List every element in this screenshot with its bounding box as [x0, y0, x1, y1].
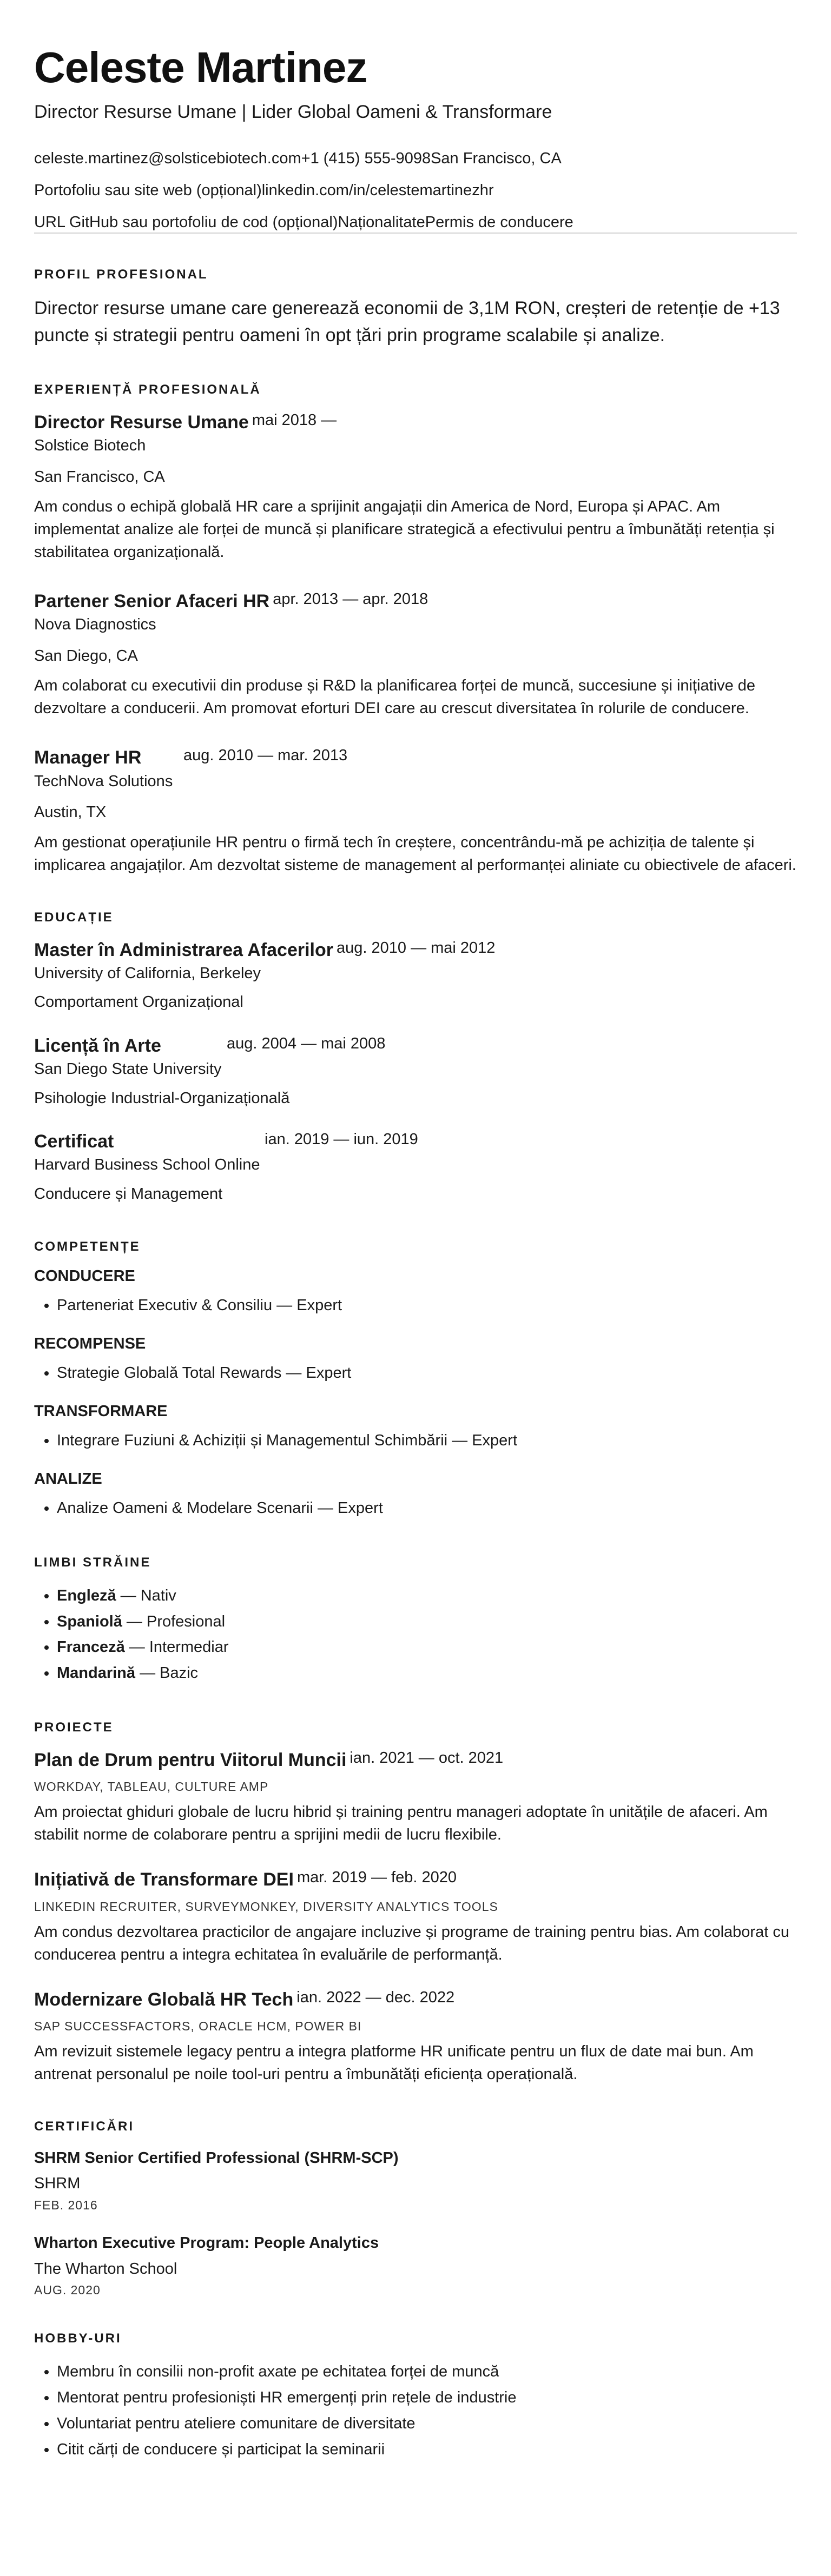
language-name: Franceză — [57, 1638, 125, 1656]
candidate-name: Celeste Martinez — [34, 43, 367, 91]
hobby-item: • Voluntariat pentru ateliere comunitare de diversitate — [57, 2411, 797, 2437]
project-description: Am condus dezvoltarea practicilor de angajare incluzive și programe de training pentru bias. Am colaborat cu conducerea pentru a integra echitatea în evaluările de performanță. — [34, 1923, 789, 1963]
project-dates: ian. 2022 — dec. 2022 — [296, 1988, 455, 2006]
contact-license: Permis de conducere — [425, 213, 573, 231]
summary-text: Director resurse umane care generează economii de 3,1M RON, creșteri de retenție de +13 puncte și strategii pentru oameni în opt țări prin programe scalabile și analize. — [34, 298, 780, 346]
education-dates: ian. 2019 — iun. 2019 — [265, 1131, 418, 1148]
projects-section — [34, 1720, 797, 2086]
education-degree: Master în Administrarea Afacerilor — [34, 939, 333, 960]
skill-category: RECOMPENSE — [34, 1335, 146, 1353]
project-entry — [34, 1868, 797, 1966]
hobby-item: • Mentorat pentru profesioniști HR emergenți prin rețele de industrie — [57, 2385, 797, 2411]
language-item — [57, 1635, 797, 1661]
skills-section — [34, 1239, 797, 1521]
contact-row-primary — [34, 149, 797, 169]
education-school: University of California, Berkeley — [34, 964, 261, 982]
experience-role: Manager HR — [34, 747, 142, 768]
skill-category: CONDUCERE — [34, 1267, 135, 1285]
language-item — [57, 1583, 797, 1609]
language-level: — Profesional — [122, 1612, 226, 1630]
experience-dates: aug. 2010 — mar. 2013 — [183, 747, 348, 765]
experience-dates: apr. 2013 — apr. 2018 — [273, 590, 428, 608]
experience-role: Partener Senior Afaceri HR — [34, 591, 270, 612]
contact-website[interactable]: Portofoliu sau site web (opțional) — [34, 181, 262, 199]
language-level: — Intermediar — [124, 1638, 229, 1656]
skill-list — [34, 1428, 797, 1454]
certification-issuer: SHRM — [34, 2175, 81, 2193]
experience-dates: mai 2018 — — [252, 411, 337, 429]
resume-header — [34, 0, 797, 234]
contact-row-links — [34, 181, 797, 201]
hobby-item: • Citit cărți de conducere și participat la seminarii — [57, 2437, 797, 2463]
certification-entry — [34, 2232, 797, 2298]
skill-item: • Analize Oameni & Modelare Scenarii — Expert — [57, 1496, 797, 1522]
certification-name: SHRM Senior Certified Professional (SHRM-SCP) — [34, 2149, 399, 2167]
education-degree: Licență în Arte — [34, 1035, 161, 1056]
education-dates: aug. 2010 — mai 2012 — [337, 939, 496, 957]
experience-company: TechNova Solutions — [34, 772, 173, 790]
project-tech: LINKEDIN RECRUITER, SURVEYMONKEY, DIVERSITY ANALYTICS TOOLS — [34, 1899, 498, 1914]
project-name: Inițiativă de Transformare DEI — [34, 1869, 294, 1890]
contact-phone[interactable]: +1 (415) 555-9098 — [301, 150, 431, 168]
experience-entry — [34, 746, 797, 876]
section-title-projects: PROIECTE — [34, 1720, 114, 1735]
experience-company: Nova Diagnostics — [34, 616, 156, 634]
education-field: Comportament Organizațional — [34, 993, 243, 1011]
skill-item: • Parteneriat Executiv & Consiliu — Expert — [57, 1293, 797, 1319]
experience-entry — [34, 410, 797, 563]
section-title-languages: LIMBI STRĂINE — [34, 1555, 151, 1570]
education-entry — [34, 1130, 797, 1206]
skill-category: ANALIZE — [34, 1470, 102, 1488]
contact-email[interactable]: celeste.martinez@solsticebiotech.com — [34, 150, 301, 168]
education-entry — [34, 1034, 797, 1110]
language-list — [34, 1583, 797, 1687]
language-level: — Bazic — [135, 1664, 199, 1682]
experience-entry — [34, 589, 797, 720]
section-title-certifications: CERTIFICĂRI — [34, 2119, 134, 2134]
project-dates: mar. 2019 — feb. 2020 — [296, 1869, 457, 1887]
section-title-hobbies: HOBBY-URI — [34, 2331, 122, 2346]
project-dates: ian. 2021 — oct. 2021 — [349, 1749, 504, 1767]
contact-row-extra — [34, 213, 797, 233]
candidate-title: Director Resurse Umane | Lider Global Oameni & Transformare — [34, 102, 552, 122]
experience-role: Director Resurse Umane — [34, 411, 249, 433]
education-degree: Certificat — [34, 1131, 114, 1152]
education-school: Harvard Business School Online — [34, 1156, 260, 1174]
skill-item: • Strategie Globală Total Rewards — Expert — [57, 1360, 797, 1386]
experience-description: Am colaborat cu executivii din produse și R&D la planificarea forței de muncă, succesiune și inițiative de dezvoltare a conducerii. Am promovat eforturi DEI care au crescut diversitatea în rolurile de conducere. — [34, 677, 756, 718]
project-entry — [34, 1988, 797, 2086]
certification-name: Wharton Executive Program: People Analytics — [34, 2234, 379, 2252]
contact-nationality: Naționalitate — [338, 213, 425, 231]
language-name: Spaniolă — [57, 1612, 122, 1630]
project-description: Am proiectat ghiduri globale de lucru hibrid și training pentru manageri adoptate în unitățile de afaceri. Am stabilit norme de colaborare pentru a sprijini medii de lucru flexibile. — [34, 1803, 768, 1844]
education-dates: aug. 2004 — mai 2008 — [227, 1034, 386, 1052]
certification-date: AUG. 2020 — [34, 2283, 101, 2298]
language-item — [57, 1661, 797, 1687]
education-field: Psihologie Industrial-Organizațională — [34, 1089, 290, 1107]
education-entry — [34, 938, 797, 1014]
certification-issuer: The Wharton School — [34, 2260, 177, 2278]
education-section — [34, 910, 797, 1206]
section-title-experience: EXPERIENȚĂ PROFESIONALĂ — [34, 382, 261, 397]
experience-section — [34, 382, 797, 877]
skill-list — [34, 1496, 797, 1522]
contact-location: San Francisco, CA — [431, 150, 562, 168]
project-tech: WORKDAY, TABLEAU, CULTURE AMP — [34, 1780, 269, 1794]
experience-description: Am condus o echipă globală HR care a sprijinit angajații din America de Nord, Europa și APAC. Am implementat analize ale forței de muncă și planificare strategică a efectivului pentru a îmbunătăți retenția și stabilitatea organizațională. — [34, 498, 775, 561]
section-title-summary: PROFIL PROFESIONAL — [34, 267, 208, 282]
experience-location: Austin, TX — [34, 804, 107, 821]
experience-description: Am gestionat operațiunile HR pentru o firmă tech în creștere, concentrându-mă pe achiziția de talente și implicarea angajaților. Am dezvoltat sisteme de management al performanței aliniate cu obiectivele de afaceri. — [34, 833, 796, 874]
section-title-skills: COMPETENȚE — [34, 1239, 141, 1254]
project-name: Modernizare Globală HR Tech — [34, 1989, 294, 2010]
languages-section — [34, 1555, 797, 1687]
certification-date: FEB. 2016 — [34, 2197, 98, 2212]
contact-github[interactable]: URL GitHub sau portofoliu de cod (opțional) — [34, 213, 338, 231]
project-description: Am revizuit sistemele legacy pentru a integra platforme HR unificate pentru un flux de date mai bun. Am antrenat personalul pe noile tool-uri pentru a îmbunătăți eficiența operațională. — [34, 2042, 754, 2083]
language-item — [57, 1609, 797, 1635]
skill-list — [34, 1360, 797, 1386]
language-level: — Nativ — [116, 1586, 176, 1604]
project-entry — [34, 1748, 797, 1846]
header-divider — [34, 233, 797, 234]
hobby-item: • Membru în consilii non-profit axate pe echitatea forței de muncă — [57, 2359, 797, 2385]
certification-entry — [34, 2147, 797, 2213]
experience-company: Solstice Biotech — [34, 437, 146, 455]
project-name: Plan de Drum pentru Viitorul Muncii — [34, 1750, 347, 1771]
certifications-section — [34, 2119, 797, 2298]
language-name: Mandarină — [57, 1664, 136, 1682]
summary-section — [34, 267, 797, 349]
language-name: Engleză — [57, 1586, 116, 1604]
education-school: San Diego State University — [34, 1060, 222, 1078]
hobbies-section — [34, 2331, 797, 2462]
contact-linkedin[interactable]: linkedin.com/in/celestemartinezhr — [261, 181, 494, 199]
education-field: Conducere și Management — [34, 1185, 223, 1203]
project-tech: SAP SUCCESSFACTORS, ORACLE HCM, POWER BI — [34, 2019, 362, 2033]
section-title-education: EDUCAȚIE — [34, 909, 114, 925]
skill-item: • Integrare Fuziuni & Achiziții și Managementul Schimbării — Expert — [57, 1428, 797, 1454]
experience-location: San Diego, CA — [34, 647, 138, 665]
experience-location: San Francisco, CA — [34, 468, 165, 486]
skill-category: TRANSFORMARE — [34, 1402, 168, 1420]
skill-list — [34, 1293, 797, 1319]
hobby-list — [34, 2359, 797, 2462]
